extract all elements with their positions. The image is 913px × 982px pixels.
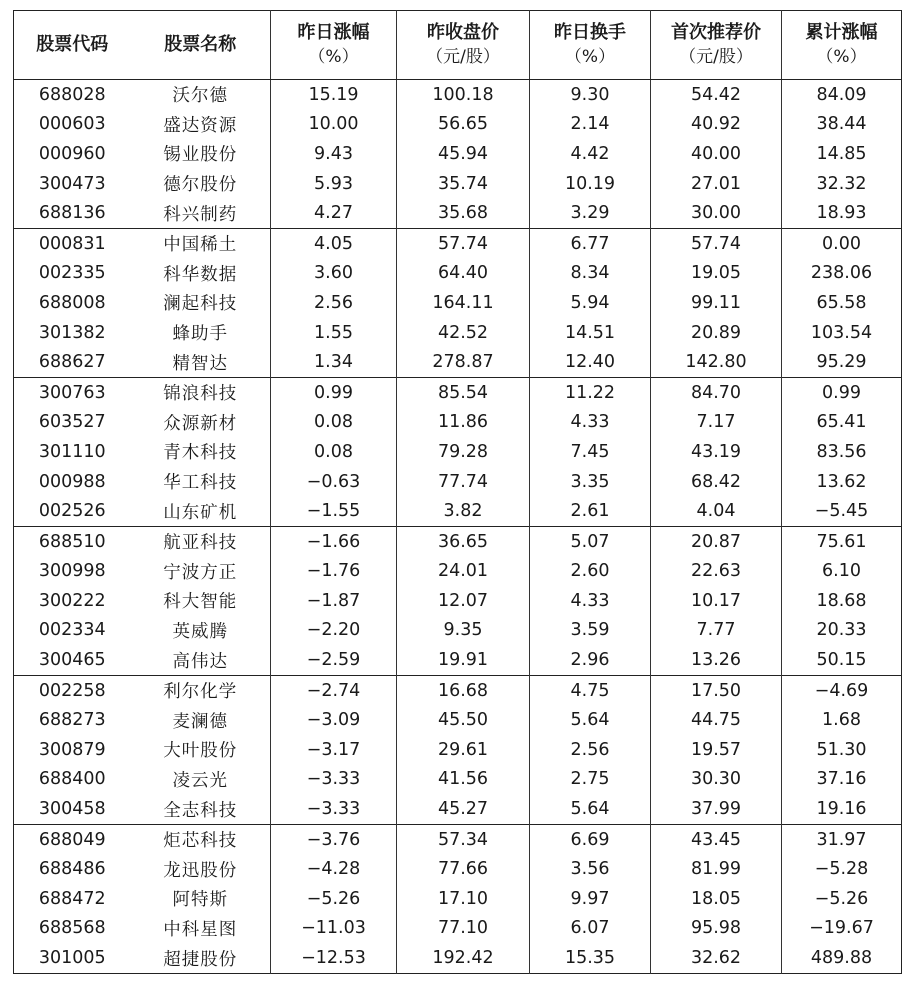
cell-code: 002335 xyxy=(38,263,106,284)
cell-code: 300465 xyxy=(38,650,106,671)
cell-change: −3.33 xyxy=(271,765,397,795)
cell-cumulative: −5.26 xyxy=(782,884,902,914)
cell-change: −3.76 xyxy=(271,824,397,854)
cell-name: 锦浪科技 xyxy=(131,377,271,407)
cell-code: 688510 xyxy=(14,526,131,556)
cell-close-price: 11.86 xyxy=(397,408,530,438)
table-row xyxy=(14,645,902,675)
cell-turnover: 12.40 xyxy=(530,347,651,377)
cell-close-price: 35.68 xyxy=(397,198,530,228)
cell-first-price: 20.87 xyxy=(651,526,782,556)
cell-cumulative: 18.68 xyxy=(782,586,902,616)
cell-change: −5.26 xyxy=(271,884,397,914)
cell-turnover: 14.51 xyxy=(530,318,651,348)
cell-code: 688472 xyxy=(38,888,106,909)
table-row xyxy=(14,288,902,318)
cell-turnover: 9.97 xyxy=(530,884,651,914)
stock-table xyxy=(13,10,902,974)
table-row xyxy=(14,675,902,705)
cell-close-price: 12.07 xyxy=(397,586,530,616)
cell-cumulative: 51.30 xyxy=(782,735,902,765)
cell-turnover: 6.77 xyxy=(530,228,651,258)
cell-turnover: 3.29 xyxy=(530,198,651,228)
table-row xyxy=(14,616,902,646)
cell-cumulative: −5.28 xyxy=(782,854,902,884)
cell-change: 9.43 xyxy=(271,139,397,169)
cell-first-price: 30.30 xyxy=(651,765,782,795)
cell-first-price: 43.45 xyxy=(651,824,782,854)
cell-close-price: 3.82 xyxy=(397,496,530,526)
table-row xyxy=(14,794,902,824)
cell-cumulative: 238.06 xyxy=(782,259,902,289)
table-row xyxy=(14,139,902,169)
cell-turnover: 2.96 xyxy=(530,645,651,675)
cell-cumulative: 19.16 xyxy=(782,794,902,824)
table-row xyxy=(14,705,902,735)
cell-code: 000960 xyxy=(38,143,106,164)
cell-code: 000988 xyxy=(38,471,106,492)
header-change: 昨日涨幅 （%） xyxy=(271,11,397,80)
cell-cumulative: 20.33 xyxy=(782,616,902,646)
cell-change: −0.63 xyxy=(271,467,397,497)
cell-change: −1.87 xyxy=(271,586,397,616)
cell-name: 麦澜德 xyxy=(172,711,228,732)
cell-close-price: 19.91 xyxy=(397,645,530,675)
cell-first-price: 142.80 xyxy=(651,347,782,377)
cell-code: 688486 xyxy=(38,859,106,880)
cell-cumulative: 50.15 xyxy=(782,645,902,675)
cell-turnover: 10.19 xyxy=(530,169,651,199)
cell-name: 高伟达 xyxy=(172,651,228,672)
table-row xyxy=(14,259,902,289)
cell-cumulative: 84.09 xyxy=(782,80,902,110)
cell-name: 澜起科技 xyxy=(163,294,238,315)
cell-change: 3.60 xyxy=(271,259,397,289)
cell-code: 000603 xyxy=(38,114,106,135)
cell-name: 航亚科技 xyxy=(131,526,271,556)
cell-code: 301382 xyxy=(38,322,106,343)
cell-first-price: 17.50 xyxy=(651,675,782,705)
cell-close-price: 45.50 xyxy=(397,705,530,735)
cell-close-price: 57.34 xyxy=(397,824,530,854)
cell-name: 全志科技 xyxy=(163,800,238,821)
table-row xyxy=(14,526,902,556)
cell-cumulative: 0.00 xyxy=(782,228,902,258)
table-row xyxy=(14,765,902,795)
cell-name: 盛达资源 xyxy=(163,115,238,136)
cell-turnover: 5.07 xyxy=(530,526,651,556)
cell-change: −3.33 xyxy=(271,794,397,824)
cell-close-price: 45.94 xyxy=(397,139,530,169)
cell-cumulative: 38.44 xyxy=(782,110,902,140)
cell-turnover: 4.33 xyxy=(530,408,651,438)
table-row xyxy=(14,735,902,765)
cell-change: −1.55 xyxy=(271,496,397,526)
cell-change: 2.56 xyxy=(271,288,397,318)
cell-change: 15.19 xyxy=(271,80,397,110)
cell-cumulative: 6.10 xyxy=(782,557,902,587)
cell-first-price: 30.00 xyxy=(651,198,782,228)
header-code: 股票代码 xyxy=(14,11,131,80)
cell-first-price: 22.63 xyxy=(651,557,782,587)
cell-name: 锡业股份 xyxy=(163,145,238,166)
cell-change: 5.93 xyxy=(271,169,397,199)
cell-change: −1.76 xyxy=(271,557,397,587)
header-row xyxy=(14,11,902,80)
cell-cumulative: 37.16 xyxy=(782,765,902,795)
cell-close-price: 42.52 xyxy=(397,318,530,348)
cell-first-price: 95.98 xyxy=(651,914,782,944)
cell-close-price: 29.61 xyxy=(397,735,530,765)
cell-turnover: 8.34 xyxy=(530,259,651,289)
cell-cumulative: 489.88 xyxy=(782,943,902,973)
cell-cumulative: −4.69 xyxy=(782,675,902,705)
table-row xyxy=(14,884,902,914)
table-row xyxy=(14,377,902,407)
header-cumulative: 累计涨幅 （%） xyxy=(782,11,902,80)
header-first-price: 首次推荐价 （元/股） xyxy=(651,11,782,80)
cell-turnover: 5.64 xyxy=(530,794,651,824)
table-row xyxy=(14,586,902,616)
cell-turnover: 2.61 xyxy=(530,496,651,526)
cell-turnover: 2.56 xyxy=(530,735,651,765)
cell-cumulative: 75.61 xyxy=(782,526,902,556)
cell-turnover: 4.33 xyxy=(530,586,651,616)
table-row xyxy=(14,914,902,944)
cell-name: 众源新材 xyxy=(163,413,238,434)
table-row xyxy=(14,943,902,973)
cell-first-price: 43.19 xyxy=(651,437,782,467)
table-row xyxy=(14,228,902,258)
cell-change: −1.66 xyxy=(271,526,397,556)
cell-change: 1.34 xyxy=(271,347,397,377)
cell-code: 688627 xyxy=(38,352,106,373)
cell-close-price: 36.65 xyxy=(397,526,530,556)
cell-first-price: 20.89 xyxy=(651,318,782,348)
cell-cumulative: 95.29 xyxy=(782,347,902,377)
cell-turnover: 4.42 xyxy=(530,139,651,169)
cell-first-price: 68.42 xyxy=(651,467,782,497)
table-row xyxy=(14,318,902,348)
cell-turnover: 3.56 xyxy=(530,854,651,884)
cell-first-price: 10.17 xyxy=(651,586,782,616)
cell-change: −2.74 xyxy=(271,675,397,705)
cell-code: 688400 xyxy=(38,769,106,790)
cell-first-price: 4.04 xyxy=(651,496,782,526)
header-name: 股票名称 xyxy=(131,11,271,80)
cell-first-price: 40.00 xyxy=(651,139,782,169)
cell-name: 山东矿机 xyxy=(163,502,238,523)
cell-close-price: 35.74 xyxy=(397,169,530,199)
cell-close-price: 100.18 xyxy=(397,80,530,110)
cell-turnover: 15.35 xyxy=(530,943,651,973)
cell-first-price: 19.57 xyxy=(651,735,782,765)
cell-code: 300763 xyxy=(14,377,131,407)
cell-change: −2.20 xyxy=(271,616,397,646)
cell-close-price: 77.74 xyxy=(397,467,530,497)
cell-turnover: 4.75 xyxy=(530,675,651,705)
cell-name: 宁波方正 xyxy=(163,562,238,583)
cell-turnover: 2.75 xyxy=(530,765,651,795)
cell-turnover: 2.60 xyxy=(530,557,651,587)
cell-code: 002258 xyxy=(14,675,131,705)
cell-code: 002334 xyxy=(38,620,106,641)
cell-first-price: 32.62 xyxy=(651,943,782,973)
table-row xyxy=(14,854,902,884)
cell-code: 603527 xyxy=(38,412,106,433)
cell-name: 阿特斯 xyxy=(172,890,228,911)
cell-name: 蜂助手 xyxy=(172,324,228,345)
header-close-price: 昨收盘价 （元/股） xyxy=(397,11,530,80)
cell-name: 中国稀土 xyxy=(131,228,271,258)
cell-name: 中科星图 xyxy=(163,919,238,940)
table-row xyxy=(14,110,902,140)
cell-turnover: 3.35 xyxy=(530,467,651,497)
cell-first-price: 57.74 xyxy=(651,228,782,258)
cell-code: 688008 xyxy=(38,292,106,313)
cell-close-price: 77.66 xyxy=(397,854,530,884)
cell-cumulative: 65.41 xyxy=(782,408,902,438)
cell-change: 4.27 xyxy=(271,198,397,228)
cell-first-price: 27.01 xyxy=(651,169,782,199)
cell-close-price: 79.28 xyxy=(397,437,530,467)
cell-turnover: 11.22 xyxy=(530,377,651,407)
cell-close-price: 164.11 xyxy=(397,288,530,318)
cell-close-price: 85.54 xyxy=(397,377,530,407)
cell-name: 科大智能 xyxy=(163,592,238,613)
cell-first-price: 18.05 xyxy=(651,884,782,914)
table-row xyxy=(14,198,902,228)
cell-cumulative: 18.93 xyxy=(782,198,902,228)
cell-turnover: 6.07 xyxy=(530,914,651,944)
table-row xyxy=(14,437,902,467)
cell-first-price: 19.05 xyxy=(651,259,782,289)
cell-turnover: 5.64 xyxy=(530,705,651,735)
cell-first-price: 44.75 xyxy=(651,705,782,735)
table-row xyxy=(14,824,902,854)
cell-name: 龙迅股份 xyxy=(163,860,238,881)
cell-name: 凌云光 xyxy=(172,770,228,791)
cell-code: 688273 xyxy=(38,710,106,731)
cell-code: 000831 xyxy=(14,228,131,258)
cell-name: 大叶股份 xyxy=(163,741,238,762)
cell-turnover: 2.14 xyxy=(530,110,651,140)
cell-change: 4.05 xyxy=(271,228,397,258)
cell-change: 1.55 xyxy=(271,318,397,348)
cell-code: 300222 xyxy=(38,590,106,611)
cell-first-price: 37.99 xyxy=(651,794,782,824)
cell-name: 沃尔德 xyxy=(172,86,228,107)
cell-code: 688568 xyxy=(38,918,106,939)
cell-first-price: 54.42 xyxy=(651,80,782,110)
cell-close-price: 16.68 xyxy=(397,675,530,705)
cell-change: −2.59 xyxy=(271,645,397,675)
cell-change: −3.09 xyxy=(271,705,397,735)
cell-name: 华工科技 xyxy=(163,473,238,494)
cell-name: 科兴制药 xyxy=(163,204,238,225)
cell-change: 0.99 xyxy=(271,377,397,407)
cell-close-price: 64.40 xyxy=(397,259,530,289)
cell-cumulative: 32.32 xyxy=(782,169,902,199)
cell-turnover: 3.59 xyxy=(530,616,651,646)
table-row xyxy=(14,169,902,199)
cell-first-price: 81.99 xyxy=(651,854,782,884)
cell-name: 炬芯科技 xyxy=(131,824,271,854)
table-row xyxy=(14,467,902,497)
cell-code: 688028 xyxy=(38,84,106,105)
cell-name: 利尔化学 xyxy=(131,675,271,705)
cell-first-price: 84.70 xyxy=(651,377,782,407)
cell-close-price: 41.56 xyxy=(397,765,530,795)
cell-code: 301110 xyxy=(38,441,106,462)
cell-name: 超捷股份 xyxy=(163,949,238,970)
table-row xyxy=(14,80,902,110)
cell-code: 300998 xyxy=(38,561,106,582)
cell-first-price: 13.26 xyxy=(651,645,782,675)
cell-code: 688136 xyxy=(38,203,106,224)
cell-turnover: 5.94 xyxy=(530,288,651,318)
cell-change: −3.17 xyxy=(271,735,397,765)
cell-close-price: 192.42 xyxy=(397,943,530,973)
table-row xyxy=(14,557,902,587)
cell-code: 300879 xyxy=(38,739,106,760)
cell-close-price: 77.10 xyxy=(397,914,530,944)
cell-turnover: 9.30 xyxy=(530,80,651,110)
table-row xyxy=(14,408,902,438)
cell-name: 德尔股份 xyxy=(163,175,238,196)
cell-name: 英威腾 xyxy=(172,621,228,642)
cell-cumulative: −19.67 xyxy=(782,914,902,944)
cell-first-price: 7.77 xyxy=(651,616,782,646)
cell-name: 青木科技 xyxy=(163,443,238,464)
cell-first-price: 7.17 xyxy=(651,408,782,438)
cell-close-price: 45.27 xyxy=(397,794,530,824)
cell-cumulative: 0.99 xyxy=(782,377,902,407)
cell-change: −4.28 xyxy=(271,854,397,884)
cell-code: 300458 xyxy=(38,799,106,820)
cell-cumulative: 1.68 xyxy=(782,705,902,735)
table-row xyxy=(14,496,902,526)
cell-change: −12.53 xyxy=(271,943,397,973)
cell-close-price: 278.87 xyxy=(397,347,530,377)
cell-turnover: 6.69 xyxy=(530,824,651,854)
cell-close-price: 56.65 xyxy=(397,110,530,140)
cell-change: −11.03 xyxy=(271,914,397,944)
cell-cumulative: 83.56 xyxy=(782,437,902,467)
cell-first-price: 99.11 xyxy=(651,288,782,318)
cell-change: 0.08 xyxy=(271,408,397,438)
cell-code: 301005 xyxy=(38,948,106,969)
cell-code: 300473 xyxy=(38,173,106,194)
cell-code: 688049 xyxy=(14,824,131,854)
header-turnover: 昨日换手 （%） xyxy=(530,11,651,80)
cell-close-price: 24.01 xyxy=(397,557,530,587)
cell-close-price: 9.35 xyxy=(397,616,530,646)
table-body xyxy=(14,80,902,974)
cell-close-price: 17.10 xyxy=(397,884,530,914)
table-row xyxy=(14,347,902,377)
cell-cumulative: −5.45 xyxy=(782,496,902,526)
cell-close-price: 57.74 xyxy=(397,228,530,258)
cell-cumulative: 14.85 xyxy=(782,139,902,169)
cell-first-price: 40.92 xyxy=(651,110,782,140)
cell-code: 002526 xyxy=(38,501,106,522)
cell-name: 精智达 xyxy=(172,353,228,374)
cell-cumulative: 103.54 xyxy=(782,318,902,348)
cell-cumulative: 31.97 xyxy=(782,824,902,854)
cell-turnover: 7.45 xyxy=(530,437,651,467)
cell-cumulative: 65.58 xyxy=(782,288,902,318)
cell-change: 0.08 xyxy=(271,437,397,467)
cell-name: 科华数据 xyxy=(163,264,238,285)
cell-cumulative: 13.62 xyxy=(782,467,902,497)
cell-change: 10.00 xyxy=(271,110,397,140)
